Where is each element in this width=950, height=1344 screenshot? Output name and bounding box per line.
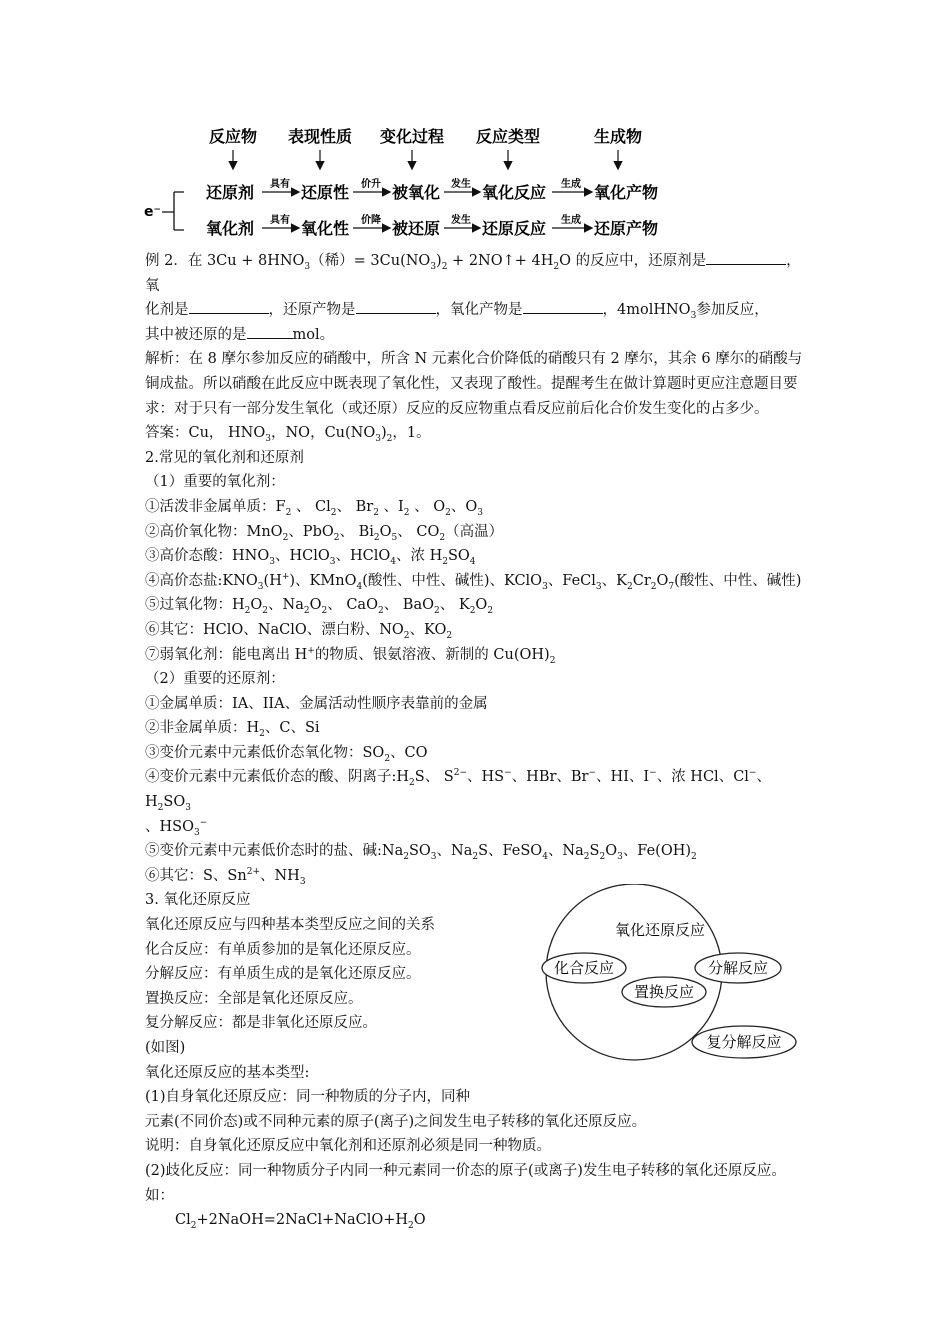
- row2-arrow-label: 发生: [451, 215, 471, 226]
- document-body: [145, 249, 810, 1233]
- oxidant-item: ③高价态酸：$HNO_3$、HClO$_3$、HClO$_4$、浓 $H_2SO_4$: [145, 548, 476, 568]
- reductants-heading: （2）重要的还原剂：: [145, 671, 285, 688]
- see-figure-note: (如图): [145, 1040, 186, 1056]
- reductant-item: ⑥其它：S、$Sn^{2+}$、$NH_3$: [145, 867, 306, 887]
- disproportionation-equation: $Cl_2+2NaOH=2NaCl+NaClO+H_2O$: [175, 1212, 426, 1232]
- relation-heading: 氧化还原反应与四种基本类型反应之间的关系: [145, 917, 435, 934]
- answer-blank[interactable]: [247, 324, 293, 339]
- reductant-item: ②非金属单质：$H_2$、C、Si: [145, 720, 320, 740]
- answer-blank[interactable]: [356, 299, 436, 314]
- answer-blank[interactable]: [523, 299, 603, 314]
- oxidant-item: ②高价氧化物：MnO$_2$、PbO$_2$、 $Bi_2O_5$、 $CO_2$（高温）: [145, 523, 504, 543]
- answer-blank[interactable]: [189, 299, 269, 314]
- row2-node: 被还原: [392, 219, 441, 238]
- relation-item: 置换反应：全部是氧化还原反应。: [145, 990, 363, 1007]
- row1-arrow-label: 生成: [561, 179, 581, 190]
- row2-node: 氧化性: [301, 219, 350, 238]
- electron-label: e⁻: [144, 204, 161, 220]
- row2-arrow-label: 生成: [561, 215, 581, 226]
- relation-item: 化合反应：有单质参加的是氧化还原反应。: [145, 941, 421, 958]
- row2-node: 还原产物: [594, 219, 659, 238]
- displacement-label: 置换反应: [633, 983, 695, 1001]
- redox-label: 氧化还原反应: [614, 921, 706, 939]
- oxidant-item: ④高价态盐$:KNO_3(H^+)$、KMnO$_4$(酸性、中性、碱性)、KClO$_3$、FeCl$_3$、$K_2Cr_2O_7$(酸性、中性、碱性): [145, 571, 802, 592]
- row1-node: 还原性: [301, 183, 350, 202]
- combination-label: 化合反应: [553, 959, 615, 977]
- type2-paragraph: (2)歧化反应：同一种物质分子内同一种元素同一价态的原子(或离子)发生电子转移的氧化还原反应。如：: [145, 1162, 786, 1204]
- header-reactant: 反应物: [208, 127, 258, 146]
- reductant-item: ③变价元素中元素低价态氧化物：$SO_2$、CO: [145, 744, 428, 764]
- relation-item: 复分解反应：都是非氧化还原反应。: [145, 1015, 377, 1032]
- type1-continuation: 元素(不同价态)或不同种元素的原子(离子)之间发生电子转移的氧化还原反应。: [145, 1113, 647, 1130]
- header-process: 变化过程: [379, 127, 445, 146]
- row1-arrow-label: 发生: [451, 179, 471, 190]
- section-2-heading: 2.常见的氧化剂和还原剂: [145, 449, 304, 466]
- row1-node: 氧化反应: [482, 183, 547, 202]
- reaction-relation-figure: [532, 884, 802, 1064]
- row2-node: 还原反应: [482, 219, 547, 238]
- analysis-paragraph: 解析：在 8 摩尔参加反应的硝酸中，所含 N 元素化合价降低的硝酸只有 2 摩尔，其余 6 摩尔的硝酸与铜成盐。所以硝酸在此反应中既表现了氧化性，又表现了酸性。提醒考生在做计算题时更应注意题目要求：对于只有一部分发生氧化（或还原）反应的反应物重点看反应前后化合价发生变化的占多少。: [145, 351, 803, 417]
- row1-node: 还原剂: [206, 183, 255, 202]
- basic-types-heading: 氧化还原反应的基本类型:: [145, 1064, 310, 1081]
- example2-question: 例 2．在 $3Cu + 8HNO_3$（稀）= $3Cu(NO_3)_2$ + 2NO↑+ $4H_2O$ 的反应中，还原剂是 ，氧 化剂是 ，还原产物是 ，氧化产物是 ，4molHNO$_3$参加反应， 其中被还原的是 mol。: [145, 249, 810, 347]
- row1-arrow-label: 价升: [361, 179, 381, 190]
- row2-node: 氧化剂: [206, 219, 255, 238]
- relation-item: 分解反应：有单质生成的是氧化还原反应。: [145, 966, 421, 983]
- type1-line: (1)自身氧化还原反应：同一种物质的分子内，同种: [145, 1089, 471, 1106]
- reductant-item: ①金属单质：IA、IIA、金属活动性顺序表靠前的金属: [145, 695, 488, 712]
- reductant-item: ④变价元素中元素低价态的酸、阴离子$:H_2S$、 $S^{2-}$、HS−、HBr、Br−、HI、I−、浓 HCl、Cl−、$H_2SO_3$ 、$HSO_3^-$: [145, 768, 771, 838]
- header-property: 表现性质: [287, 127, 353, 146]
- oxidants-heading: （1）重要的氧化剂：: [145, 474, 285, 491]
- redox-concept-diagram: [140, 118, 680, 246]
- header-product: 生成物: [593, 127, 643, 146]
- row1-arrow-label: 具有: [270, 179, 290, 190]
- reductant-item: ⑤变价元素中元素低价态时的盐、碱$:Na_2SO_3$、$Na_2S$、FeSO$_4$、$Na_2S_2O_3$、$Fe(OH)_2$: [145, 843, 697, 863]
- section-3-heading: 3. 氧化还原反应: [145, 892, 251, 909]
- answer-blank[interactable]: [706, 250, 786, 265]
- electron-bracket: [162, 192, 184, 230]
- oxidant-item: ⑦弱氧化剂：能电离出 H+的物质、银氨溶液、新制的 $Cu(OH)_2$: [145, 645, 556, 666]
- row2-arrow-label: 具有: [270, 215, 290, 226]
- decomposition-label: 分解反应: [707, 959, 769, 977]
- row1-node: 被氧化: [392, 183, 441, 202]
- type1-note: 说明：自身氧化还原反应中氧化剂和还原剂必须是同一种物质。: [145, 1138, 551, 1155]
- oxidant-item: ①活泼非金属单质：$F_2$ 、 $Cl_2$、 $Br_2$ 、$I_2$ 、 $O_2$、$O_3$: [145, 498, 483, 518]
- row2-arrow-label: 价降: [361, 215, 381, 226]
- header-reaction-type: 反应类型: [475, 127, 541, 146]
- row1-node: 氧化产物: [594, 183, 659, 202]
- answer-line: 答案：Cu， $HNO_3$，NO，$Cu(NO_3)_2$，1。: [145, 425, 431, 445]
- double-displacement-label: 复分解反应: [706, 1033, 782, 1051]
- oxidant-item: ⑤过氧化物：$H_2O_2$、$Na_2O_2$、 CaO$_2$、 BaO$_2$、 $K_2O_2$: [145, 597, 494, 617]
- oxidant-item: ⑥其它：HClO、NaClO、漂白粉、$NO_2$、$KO_2$: [145, 621, 453, 641]
